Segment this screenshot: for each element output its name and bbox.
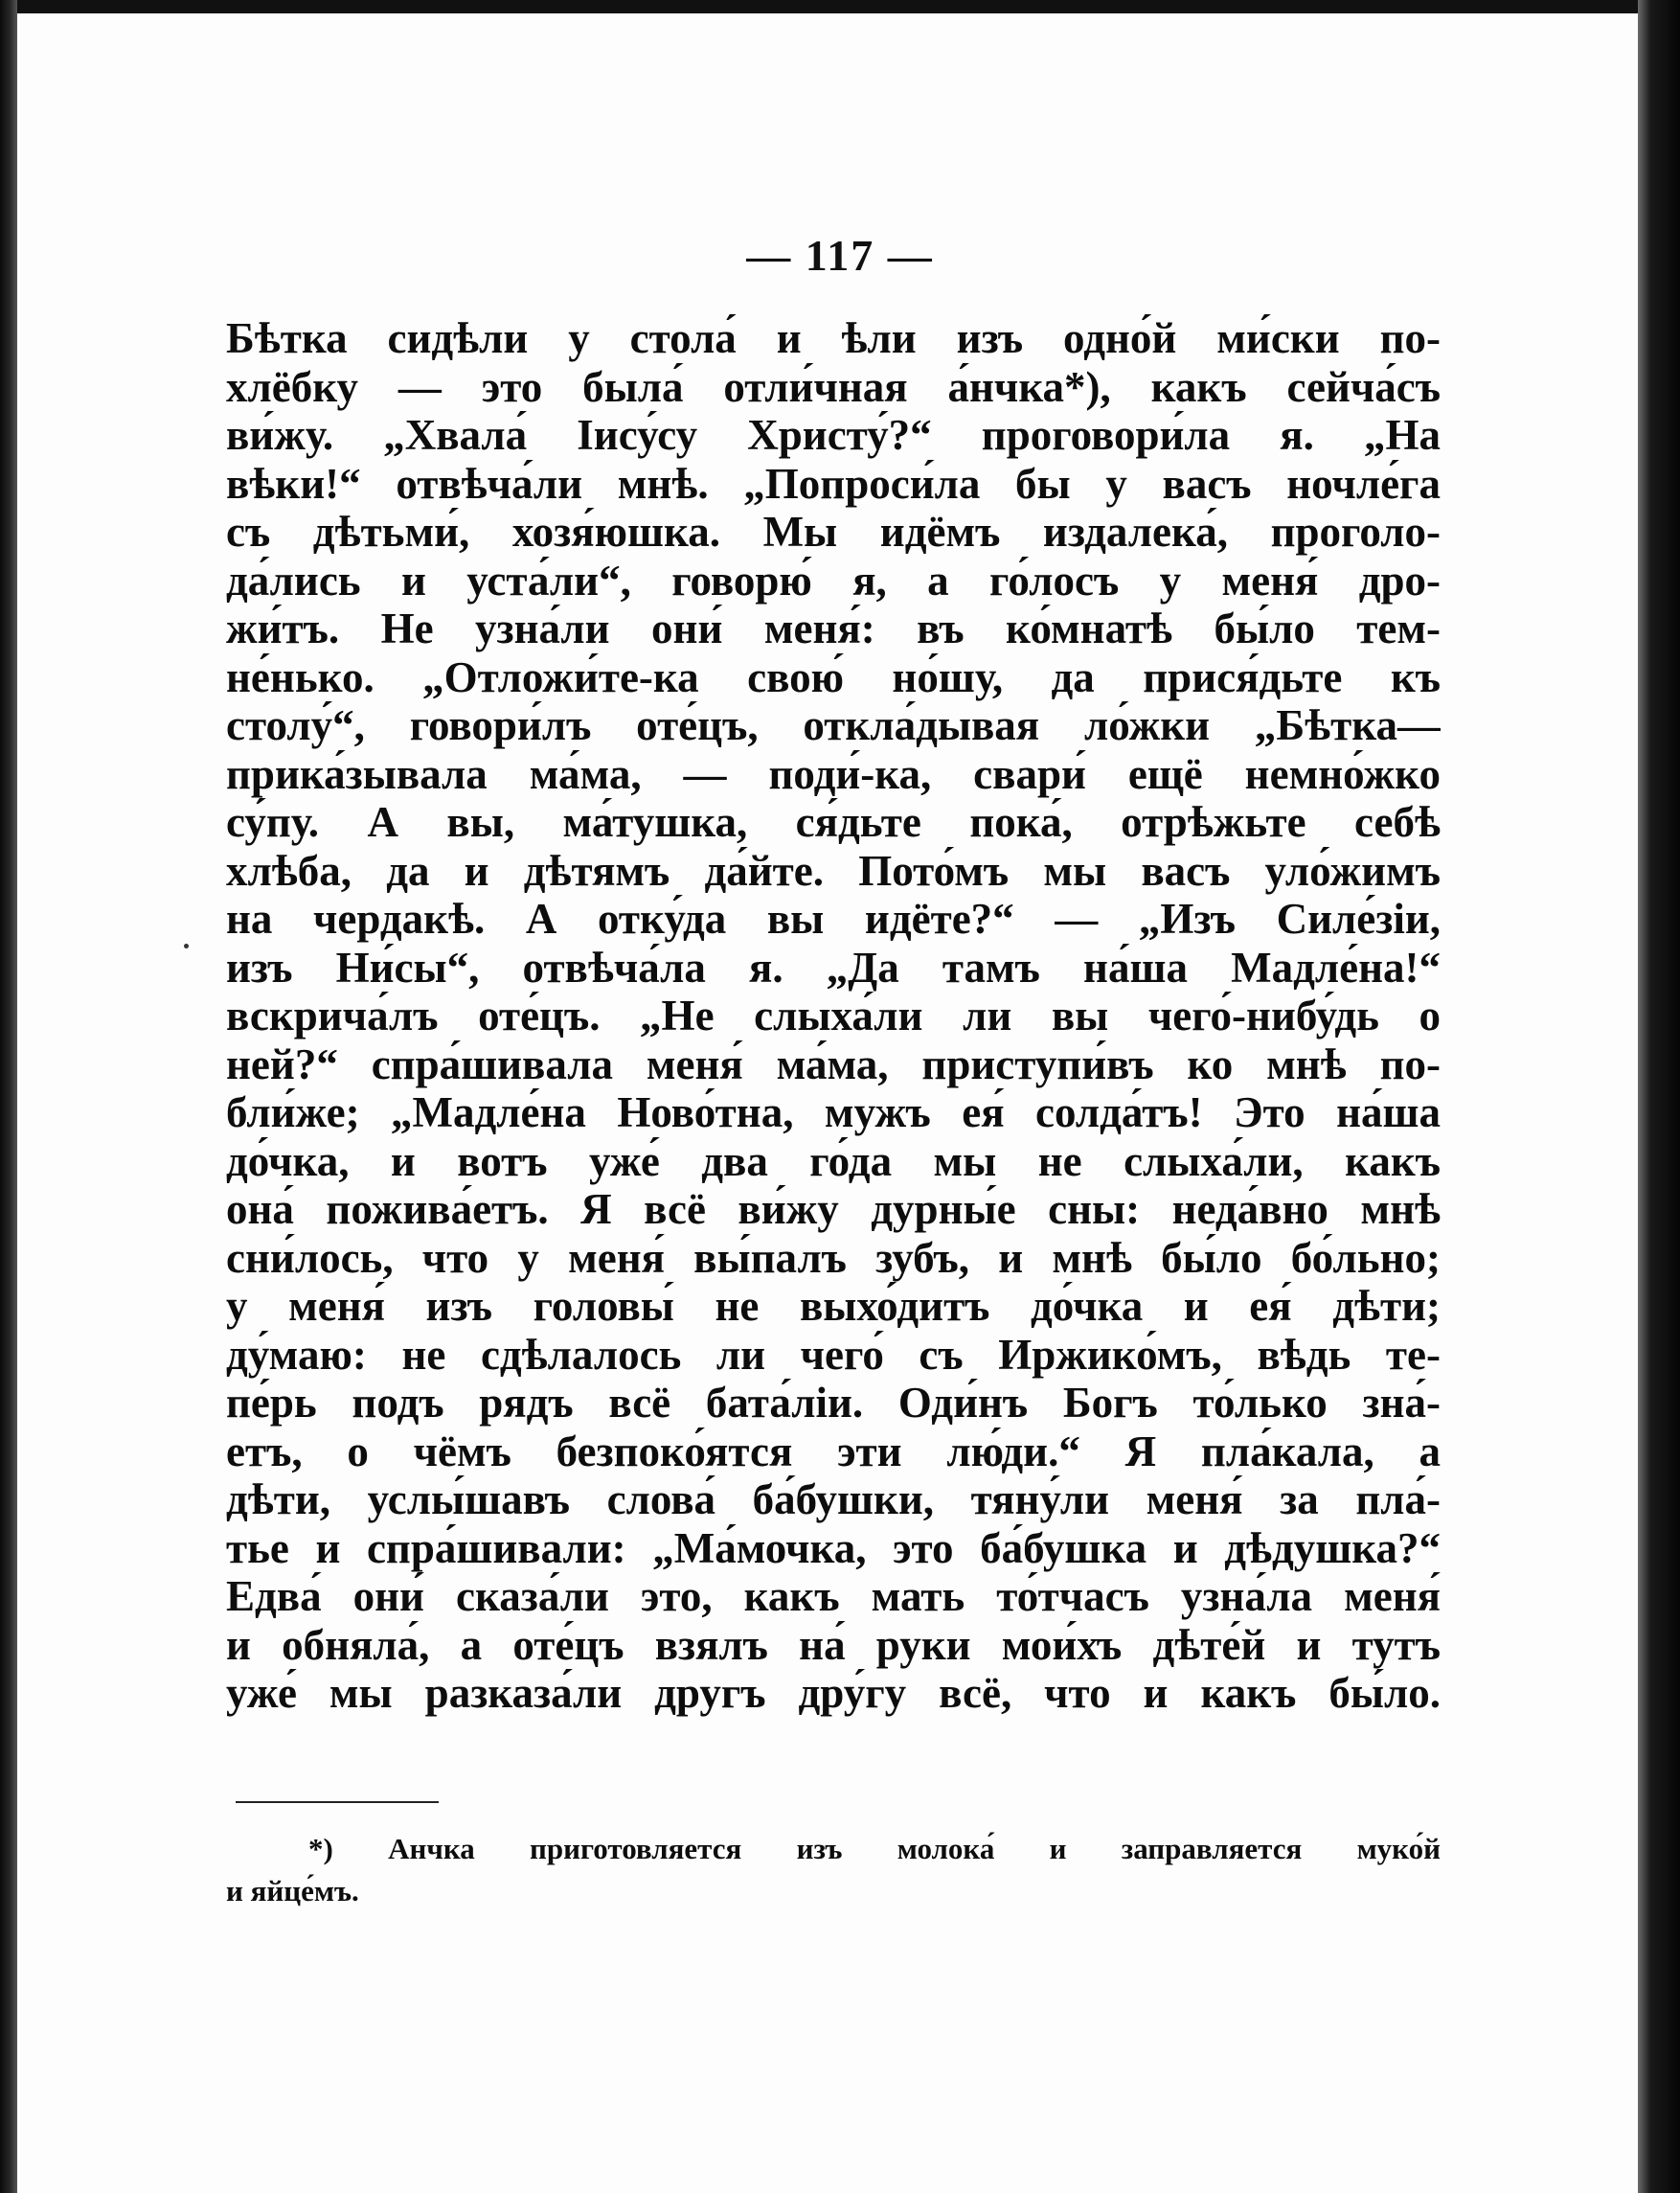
- text-line: ду́маю: не сдѣлалось ли чего́ съ Иржико́мъ, вѣдь те-: [226, 1330, 1441, 1379]
- footnote-divider: [236, 1801, 439, 1803]
- text-line: до́чка, и вотъ уже́ два го́да мы не слыха́ли, какъ: [226, 1136, 1441, 1185]
- body-text: [226, 314, 1441, 1718]
- text-line: и обняла́, а оте́цъ взялъ на́ руки мои́хъ дѣте́й и тутъ: [226, 1620, 1441, 1669]
- text-line: Бѣтка сидѣли у стола́ и ѣли изъ одно́й ми́ски по-: [226, 314, 1441, 362]
- scan-border-left: [0, 0, 17, 2193]
- text-line: вскрича́лъ оте́цъ. „Не слыха́ли ли вы чего́-нибу́дь о: [226, 992, 1441, 1039]
- footnote: [226, 1828, 1441, 1912]
- text-line: хлѣба, да и дѣтямъ да́йте. Пото́мъ мы васъ уло́жимъ: [226, 846, 1441, 895]
- ink-speck: [184, 944, 189, 948]
- footnote-line: *) Анчка приготовляется изъ молока́ и заправляется муко́й: [308, 1832, 1441, 1865]
- text-line: дѣти, услы́шавъ слова́ ба́бушки, тяну́ли меня́ за пла́-: [226, 1475, 1441, 1523]
- text-line: ней?“ спра́шивала меня́ ма́ма, приступи́въ ко мнѣ по-: [226, 1039, 1441, 1088]
- text-line: тье и спра́шивали: „Ма́мочка, это ба́бушка и дѣдушка?“: [226, 1523, 1441, 1572]
- text-line: хлёбку — это была́ отли́чная а́нчка*), какъ сейча́съ: [226, 362, 1441, 411]
- text-line: не́нько. „Отложи́те-ка свою́ но́шу, да прися́дьте къ: [226, 652, 1441, 701]
- text-line: сни́лось, что у меня́ вы́палъ зубъ, и мнѣ бы́ло бо́льно;: [226, 1233, 1441, 1282]
- text-line: столу́“, говори́лъ оте́цъ, откла́дывая ло́жки „Бѣтка—: [226, 701, 1441, 749]
- text-line: на чердакѣ. А отку́да вы идёте?“ — „Изъ Силе́зіи,: [226, 895, 1441, 943]
- text-line: прика́зывала ма́ма, — поди́-ка, свари́ ещё немно́жко: [226, 749, 1441, 798]
- text-line: Едва́ они́ сказа́ли это, какъ мать то́тчасъ узна́ла меня́: [226, 1572, 1441, 1620]
- text-line: у меня́ изъ головы́ не выхо́дитъ до́чка и ея́ дѣти;: [226, 1282, 1441, 1330]
- text-line: вѣки!“ отвѣча́ли мнѣ. „Попроси́ла бы у васъ ночле́га: [226, 459, 1441, 508]
- scan-border-right: [1638, 0, 1680, 2193]
- text-line: су́пу. А вы, ма́тушка, ся́дьте пока́, отрѣжьте себѣ: [226, 798, 1441, 846]
- text-line: уже́ мы разказа́ли другъ дру́гу всё, что и какъ бы́ло.: [226, 1669, 1441, 1717]
- text-line: бли́же; „Мадле́на Ново́тна, мужъ ея́ солда́тъ! Это на́ша: [226, 1088, 1441, 1136]
- text-line: жи́тъ. Не узна́ли они́ меня́: въ ко́мнатѣ бы́ло тем-: [226, 605, 1441, 652]
- scan-border-top: [0, 0, 1680, 13]
- footnote-line: и яйце́мъ.: [226, 1874, 359, 1907]
- text-line: ви́жу. „Хвала́ Іису́су Христу́?“ проговори́ла я. „На: [226, 411, 1441, 459]
- text-line: пе́рь подъ рядъ всё бата́ліи. Оди́нъ Богъ то́лько зна́-: [226, 1379, 1441, 1427]
- text-line: да́лись и уста́ли“, говорю́ я, а го́лосъ у меня́ дро-: [226, 556, 1441, 605]
- text-line: изъ Ни́сы“, отвѣча́ла я. „Да тамъ на́ша Мадле́на!“: [226, 943, 1441, 992]
- text-line: етъ, о чёмъ безпоко́ятся эти лю́ди.“ Я пла́кала, а: [226, 1427, 1441, 1475]
- text-line: съ дѣтьми́, хозя́юшка. Мы идёмъ издалека́, проголо-: [226, 508, 1441, 556]
- page-number: — 117 —: [746, 231, 934, 280]
- text-line: она́ пожива́етъ. Я всё ви́жу дурны́е сны: неда́вно мнѣ: [226, 1185, 1441, 1233]
